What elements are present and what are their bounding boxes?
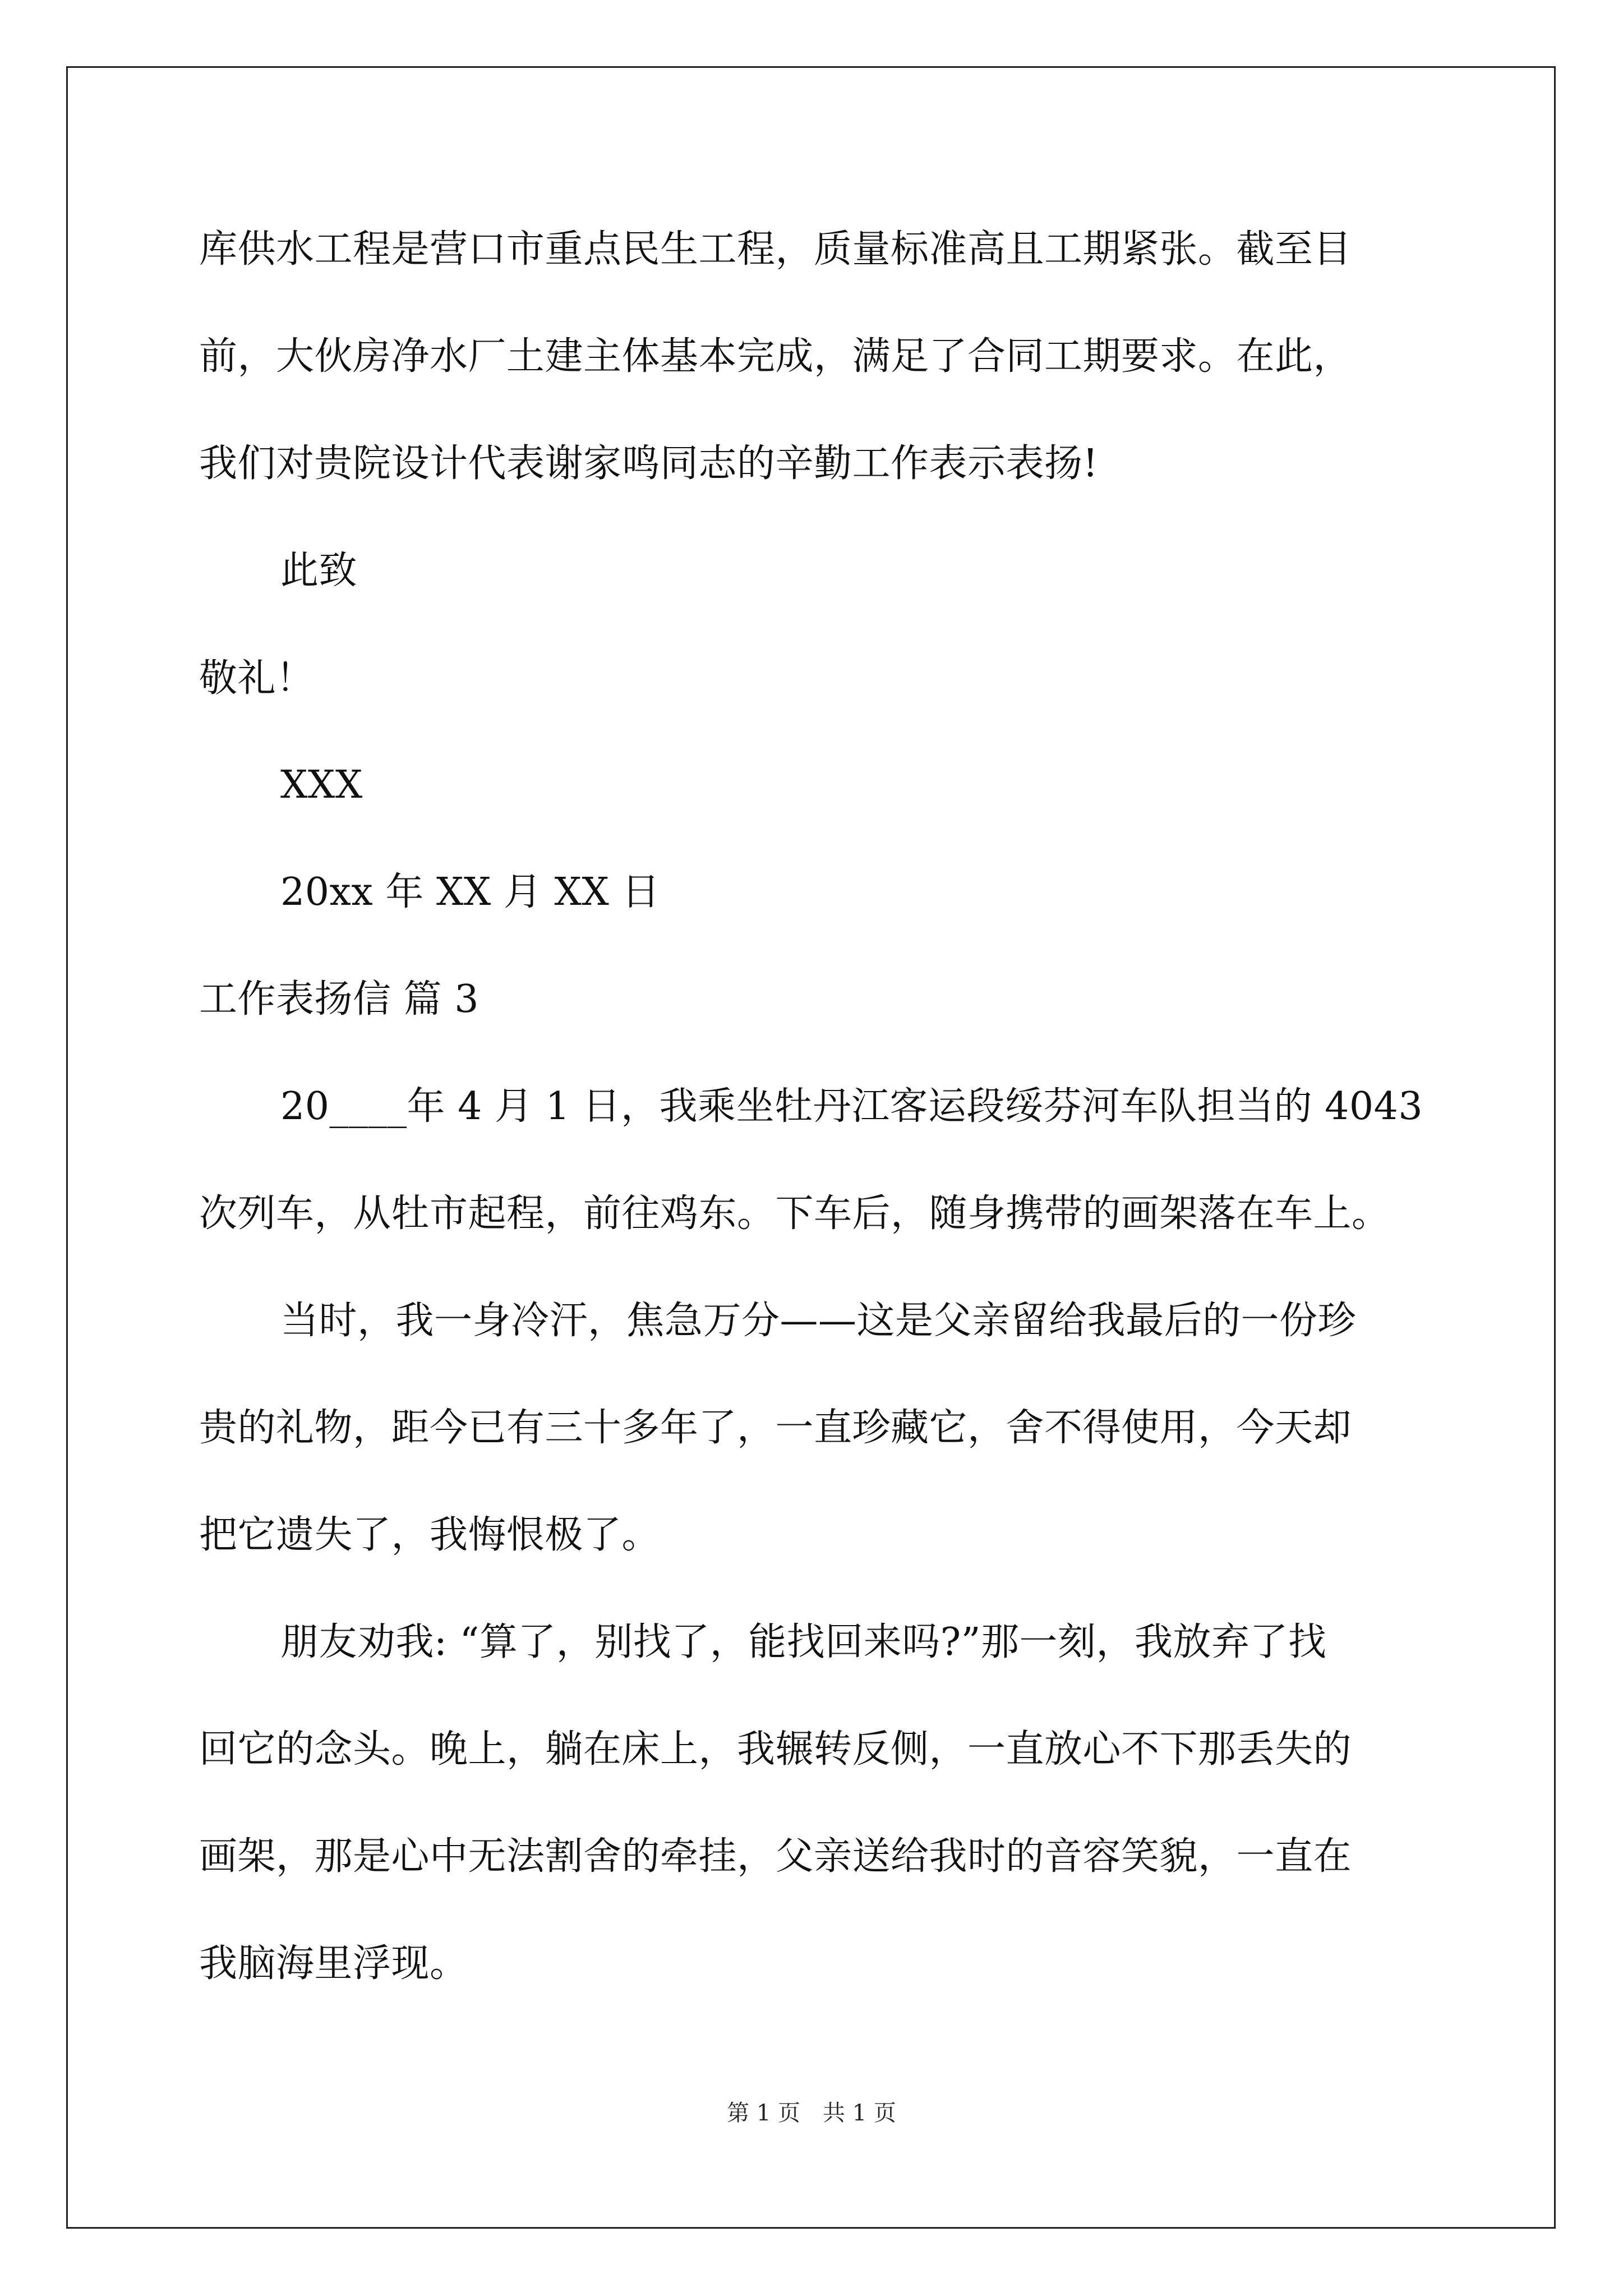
body-line-16: 画架，那是心中无法割舍的牵挂，父亲送给我时的音容笑貌，一直在	[199, 1834, 1352, 1879]
closing-regards: 敬礼！	[199, 656, 315, 701]
body-line-10: 次列车，从牡市起程，前往鸡东。下车后，随身携带的画架落在车上。	[199, 1191, 1390, 1236]
body-line-3: 我们对贵院设计代表谢家鸣同志的辛勤工作表示表扬!	[199, 441, 1099, 486]
body-line-9: 20____年 4 月 1 日，我乘坐牡丹江客运段绥芬河车队担当的 4043	[280, 1084, 1423, 1129]
section-heading: 工作表扬信 篇 3	[199, 977, 479, 1022]
body-line-15: 回它的念头。晚上，躺在床上，我辗转反侧，一直放心不下那丢失的	[199, 1727, 1352, 1772]
body-line-13: 把它遗失了，我悔恨极了。	[199, 1513, 661, 1557]
date-line: 20xx 年 XX 月 XX 日	[280, 870, 660, 914]
body-line-17: 我脑海里浮现。	[199, 1941, 468, 1986]
body-line-12: 贵的礼物，距今已有三十多年了，一直珍藏它，舍不得使用，今天却	[199, 1406, 1352, 1450]
body-line-1: 库供水工程是营口市重点民生工程，质量标准高且工期紧张。截至目	[199, 227, 1352, 272]
closing-salutation: 此致	[280, 549, 358, 593]
body-line-2: 前，大伙房净水厂土建主体基本完成，满足了合同工期要求。在此，	[199, 334, 1352, 379]
body-line-11: 当时，我一身冷汗，焦急万分——这是父亲留给我最后的一份珍	[280, 1299, 1357, 1343]
page-number-footer: 第 1 页 共 1 页	[727, 2100, 896, 2126]
page-border	[66, 66, 1556, 2229]
body-line-14: 朋友劝我: “算了，别找了，能找回来吗?”那一刻，我放弃了找	[280, 1620, 1327, 1664]
signature: XXX	[280, 763, 363, 807]
